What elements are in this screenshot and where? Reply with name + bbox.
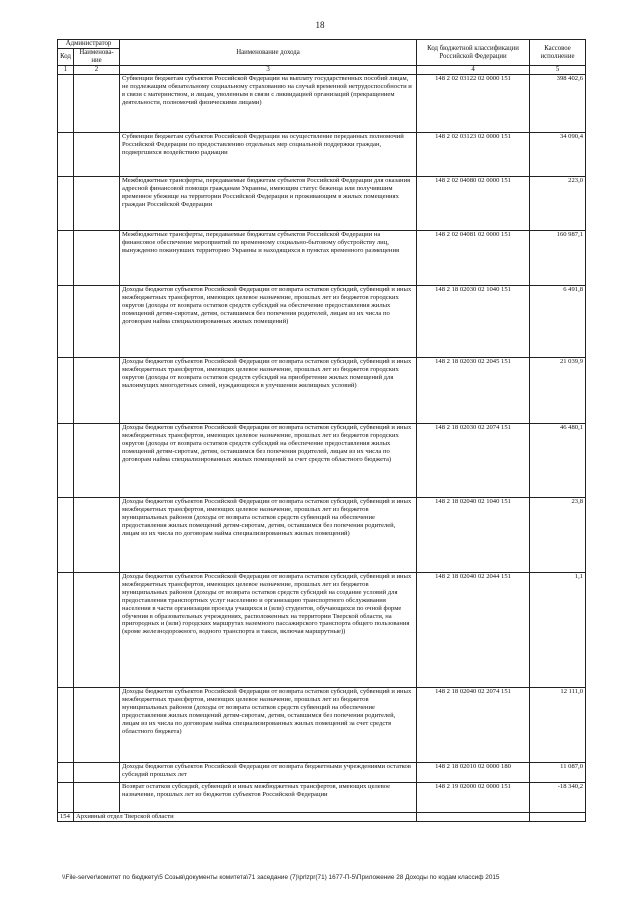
admin-name: Архивный отдел Тверской области [74,813,417,822]
table-row [58,286,586,358]
row-value: 398 402,6 [530,75,586,133]
table-row [58,498,586,573]
income-table [57,39,586,822]
row-value: 6 491,8 [530,286,586,358]
row-code: 148 2 18 02030 02 2074 151 [417,424,530,498]
row-code: 148 2 18 02040 02 2074 151 [417,688,530,763]
col-number: 3 [120,66,417,75]
row-code: 148 2 19 02000 02 0000 151 [417,783,530,813]
row-code: 148 2 02 04081 02 0000 151 [417,231,530,286]
row-value: 21 039,9 [530,358,586,424]
row-name: Субвенции бюджетам субъектов Российской Федерации на выплату государственных пособий лицам, не подлежащим обязательному социальному страхованию на случай временной нетрудоспособности и в связи с материнством, и лицам, уволенным в связи с ликвидацией организаций (прекращением деятельности, полномочий физическими лицами) [120,75,417,133]
row-name: Доходы бюджетов субъектов Российской Федерации от возврата бюджетными учреждениями остатков субсидий прошлых лет [120,763,417,783]
row-code: 148 2 18 02010 02 0000 180 [417,763,530,783]
table-row [58,231,586,286]
row-name: Межбюджетные трансферты, передаваемые бюджетам субъектов Российской Федерации для оказания адресной финансовой помощи гражданам Украины, имеющим статус беженца или получившим временное убежище на территории Российской Федерации и проживающим в жилых помещениях граждан Российской Федерации [120,177,417,231]
file-path-footer: \\File-server\комитет по бюджету\5 Созыв\документы комитета\71 заседание (7)\prlzpr(71) 1677-П-5\Приложение 28 Доходы по кодам классиф 2015 [62,874,500,881]
row-name: Субвенции бюджетам субъектов Российской Федерации на осуществление переданных полномочий Российской Федерации по предоставлению отдельных мер социальной поддержки граждан, подвергшихся воздействию радиации [120,133,417,177]
table-row [58,783,586,813]
col-number: 1 [58,66,74,75]
header-code: Код [58,49,74,66]
row-name: Доходы бюджетов субъектов Российской Федерации от возврата остатков субсидий, субвенций и иных межбюджетных трансфертов, имеющих целевое назначение, прошлых лет из бюджетов городских округов (доходы от возврата остатков средств субсидий на приобретение жилых помещений для малоимущих многодетных семей, нуждающихся в улучшении жилищных условий) [120,358,417,424]
row-value: 12 111,0 [530,688,586,763]
row-code: 148 2 18 02030 02 2045 151 [417,358,530,424]
table-row [58,813,586,822]
header-cash: Кассовое исполнение [530,40,586,66]
col-number: 4 [417,66,530,75]
admin-code: 154 [58,813,74,822]
row-value: 1,1 [530,573,586,688]
col-number: 2 [74,66,120,75]
header-administrator: Администратор [58,40,120,49]
row-value: 11 087,0 [530,763,586,783]
table-row [58,573,586,688]
row-code: 148 2 18 02040 02 1040 151 [417,498,530,573]
row-value: 23,8 [530,498,586,573]
col-number: 5 [530,66,586,75]
row-name: Возврат остатков субсидий, субвенций и иных межбюджетных трансфертов, имеющих целевое назначение, прошлых лет из бюджетов субъектов Российской Федерации [120,783,417,813]
row-name: Доходы бюджетов субъектов Российской Федерации от возврата остатков субсидий, субвенций и иных межбюджетных трансфертов, имеющих целевое назначение, прошлых лет из бюджетов муниципальных районов (доходы от возврата остатков средств субсидий на создание условий для предоставления транспортных услуг населению и организацию транспортного обслуживания населения в части организации проезда учащихся и (или) студентов, обучающихся по очной форме обучения в образовательных учреждениях, расположенных на территории Тверской области, на пригородных и (или) городских маршрутах наземного пассажирского транспорта общего пользования (кроме железнодорожного, водного транспорта и такси, включая маршрутные)) [120,573,417,688]
row-name: Межбюджетные трансферты, передаваемые бюджетам субъектов Российской Федерации на финансовое обеспечение мероприятий по временному социально-бытовому обустройству лиц, вынужденно покинувших территорию Украины и находящихся в пунктах временного размещения [120,231,417,286]
table-row [58,688,586,763]
row-code: 148 2 18 02030 02 1040 151 [417,286,530,358]
row-code: 148 2 18 02040 02 2044 151 [417,573,530,688]
header-budget-code: Код бюджетной классификации Российской Федерации [417,40,530,66]
header-admin-name: Наименова-ние [74,49,120,66]
table-row [58,424,586,498]
row-value: -18 340,2 [530,783,586,813]
row-code: 148 2 02 03122 02 0000 151 [417,75,530,133]
table-row [58,763,586,783]
row-name: Доходы бюджетов субъектов Российской Федерации от возврата остатков субсидий, субвенций и иных межбюджетных трансфертов, имеющих целевое назначение, прошлых лет из бюджетов городских округов (доходы от возврата остатков средств субсидий на обеспечение предоставления жилых помещений детям-сиротам, детям, оставшимся без попечения родителей, лицам из их числа по договорам найма специализированных жилых помещений за счет средств областного бюджета) [120,424,417,498]
row-name: Доходы бюджетов субъектов Российской Федерации от возврата остатков субсидий, субвенций и иных межбюджетных трансфертов, имеющих целевое назначение, прошлых лет из бюджетов городских округов (доходы от возврата остатков средств субсидий на обеспечение предоставления жилых помещений детям-сиротам, детям, оставшимся без попечения родителей, лицам из их числа по договорам найма специализированных жилых помещений) [120,286,417,358]
row-code: 148 2 02 04080 02 0000 151 [417,177,530,231]
row-code: 148 2 02 03123 02 0000 151 [417,133,530,177]
row-value: 223,0 [530,177,586,231]
page-number: 18 [315,20,325,30]
row-name: Доходы бюджетов субъектов Российской Федерации от возврата остатков субсидий, субвенций и иных межбюджетных трансфертов, имеющих целевое назначение, прошлых лет из бюджетов муниципальных районов (доходы от возврата остатков средств субвенций на обеспечение предоставления жилых помещений детям-сиротам, детям, оставшимся без попечения родителей, лицам из их числа по договорам найма специализированных жилых помещений за счет средств областного бюджета) [120,688,417,763]
table-row [58,75,586,133]
row-value: 46 480,1 [530,424,586,498]
table-row [58,177,586,231]
row-name: Доходы бюджетов субъектов Российской Федерации от возврата остатков субсидий, субвенций и иных межбюджетных трансфертов, имеющих целевое назначение, прошлых лет из бюджетов муниципальных районов (доходы от возврата остатков средств субвенций на обеспечение предоставления жилых помещений детям-сиротам, детям, оставшимся без попечения родителей, лицам из их числа по договорам найма специализированных жилых помещений) [120,498,417,573]
header-income-name: Наименование дохода [120,40,417,66]
row-value: 160 987,1 [530,231,586,286]
row-value: 34 090,4 [530,133,586,177]
table-row [58,358,586,424]
table-row [58,133,586,177]
